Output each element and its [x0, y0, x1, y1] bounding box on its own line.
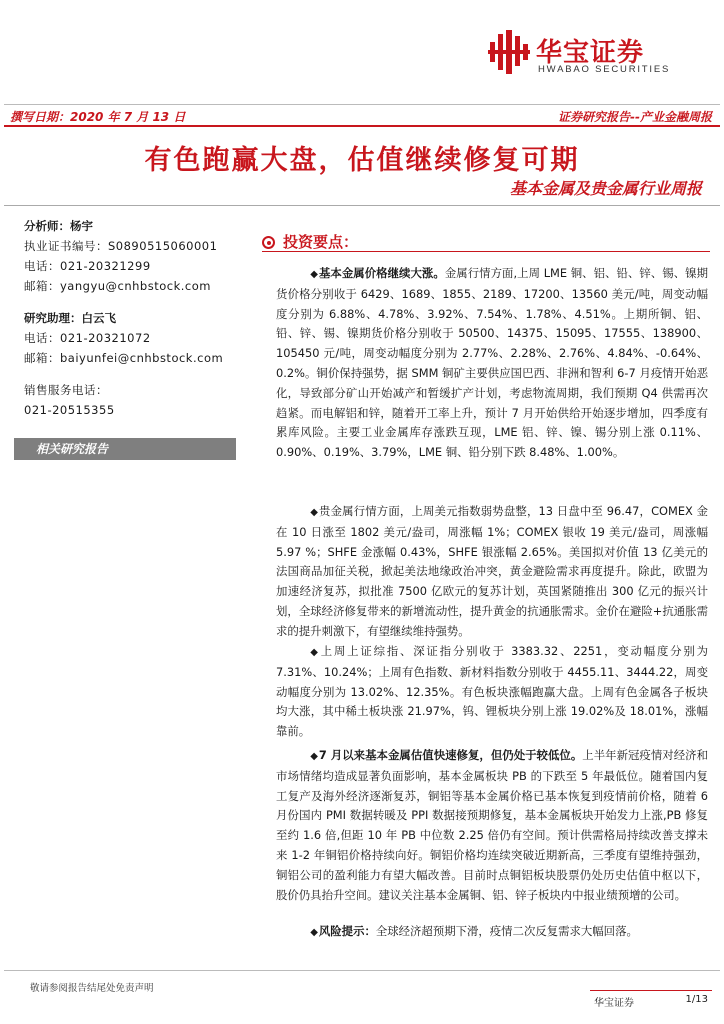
- paragraph-text: 全球经济超预期下滑，疫情二次反复需求大幅回落。: [375, 924, 638, 938]
- page-number: 1/13: [685, 994, 708, 1005]
- footer-red-divider: [590, 990, 712, 991]
- report-date: 撰写日期：2020 年 7 月 13 日: [10, 110, 186, 124]
- paragraph-risk: [276, 922, 708, 943]
- related-reports-header: 相关研究报告: [14, 438, 236, 460]
- diamond-bullet-icon: ◆: [310, 647, 318, 658]
- paragraph-base-metals: [276, 264, 708, 463]
- assistant-phone: 电话：021-20321072: [24, 331, 151, 345]
- assistant-name: 研究助理：白云飞: [24, 311, 116, 325]
- diamond-bullet-icon: ◆: [310, 751, 318, 762]
- paragraph-text: 贵金属行情方面，上周美元指数弱势盘整，13 日盘中至 96.47，COMEX 金在 10 日涨至 1802 美元/盎司，周涨幅 1%；COMEX 银收 19 美元/盎司，周涨幅 5.97 %；SHFE 金涨幅 0.43%，SHFE 银涨幅 2.65%。美国拟对价值 13 亿美元的法国商品加征关税，掀起美法地缘政治冲突，黄金避险需求再度提升。除此，欧盟为加速经济复苏，拟批准 7500 亿欧元的复苏计划，英国紧随推出 300 亿元的振兴计划，全球经济修复带来的新增流动性，提升黄金的抗通胀需求。金价在避险+抗通胀需求的提升刺激下，有望继续维持强势。: [276, 504, 708, 638]
- paragraph-precious-metals: [276, 502, 708, 642]
- paragraph-text: 上周上证综指、深证指分别收于 3383.32、2251，变动幅度分别为 7.31%、10.24%；上周有色指数、新材料指数分别收于 4455.11、3444.22，周变动幅度分别为 13.02%、12.35%。有色板块涨幅跑赢大盘。上周有色金属各子板块均大涨，其中稀土板块涨 21.97%，钨、锂板块分别上涨 19.02%及 18.01%，涨幅靠前。: [276, 644, 708, 739]
- paragraph-valuation: [276, 746, 708, 905]
- paragraph-lead: 基本金属价格继续大涨。: [318, 266, 445, 280]
- target-icon: [262, 236, 275, 249]
- report-subtitle: 基本金属及贵金属行业周报: [509, 179, 702, 198]
- sales-phone: 021-20515355: [24, 403, 115, 417]
- paragraph-text: 金属行情方面,上周 LME 铜、铝、铅、锌、锡、镍期货价格分别收于 6429、1689、1855、2189、17200、13560 美元/吨，周变动幅度分别为 6.88%、4.78%、3.92%、7.54%、1.78%、4.51%。上期所铜、铝、铅、锌、锡、镍期货价格分别收于 50500、14375、15095、17555、138900、105450 元/吨，周变动幅度分别为 2.77%、2.28%、2.76%、4.84%、-0.64%、0.2%。铜价保持强势，据 SMM 铜矿主要供应国巴西、非洲和智利 6-7 月疫情开始恶化，导致部分矿山开始减产和暂缓扩产计划，考虑物流周期，我们预期 Q4 供需再次趋紧。而电解铝和锌，随着开工率上升，预计 7 月开始供给开始逐步增加，四季度有累库风险。主要工业金属库存涨跌互现，LME 铝、锌、镍、锡分别上涨 0.11%、0.90%、0.19%、3.79%，LME 铜、铅分别下跌 8.48%、1.00%。: [276, 266, 708, 460]
- paragraph-text: 上半年新冠疫情对经济和市场情绪均造成显著负面影响，基本金属板块 PB 的下跌至 5 年最低位。随着国内复工复产及海外经济逐渐复苏，铜铝等基本金属价格已基本恢复到疫情前价格，随着 6 月份国内 PMI 数据转暖及 PPI 数据接预期修复，基本金属板块开始发力上涨,PB 修复至约 1.6 倍,但距 10 年 PB 中位数 2.25 倍仍有空间。预计供需格局持续改善支撑未来 1-2 年铜铝价格持续向好。铜铝价格均连续突破近期新高，三季度有望维持强劲，铜铝公司的盈利能力有望大幅改善。目前时点铜铝板块股票仍处历史估值中枢以下，股价仍具抬升空间。建议关注基本金属铜、铝、锌子板块内中报业绩预增的公司。: [276, 748, 708, 902]
- analyst-cert: 执业证书编号：S0890515060001: [24, 239, 218, 253]
- analyst-name: 分析师：杨宇: [24, 219, 93, 233]
- footer-disclaimer: 敬请参阅报告结尾处免责声明: [30, 983, 154, 994]
- diamond-bullet-icon: ◆: [310, 927, 318, 938]
- footer-company: 华宝证券: [594, 998, 634, 1009]
- company-logo: [488, 30, 706, 80]
- top-divider: [4, 104, 720, 105]
- assistant-email[interactable]: 邮箱：baiyunfei@cnhbstock.com: [24, 351, 224, 365]
- paragraph-lead: 风险提示：: [318, 924, 376, 938]
- paragraph-market-index: [276, 642, 708, 742]
- key-points-heading: [262, 231, 358, 252]
- logo-english-name: HWABAO SECURITIES: [538, 64, 671, 75]
- title-divider: [4, 205, 720, 206]
- key-points-divider: [262, 251, 710, 252]
- footer-divider: [4, 970, 720, 971]
- logo-chinese-name: 华宝证券: [536, 38, 645, 68]
- report-title: 有色跑赢大盘，估值继续修复可期: [144, 145, 580, 176]
- header-red-divider: [4, 125, 720, 127]
- diamond-bullet-icon: ◆: [310, 507, 318, 518]
- sales-label: 销售服务电话：: [24, 383, 108, 397]
- hwabao-logo-icon: [488, 30, 530, 74]
- report-type: 证券研究报告--产业金融周报: [558, 110, 712, 124]
- key-points-label: 投资要点：: [283, 233, 359, 251]
- analyst-phone: 电话：021-20321299: [24, 259, 151, 273]
- analyst-email[interactable]: 邮箱：yangyu@cnhbstock.com: [24, 279, 211, 293]
- diamond-bullet-icon: ◆: [310, 269, 318, 280]
- analyst-sidebar: [24, 216, 242, 420]
- paragraph-lead: 7 月以来基本金属估值快速修复，但仍处于较低位。: [318, 748, 583, 762]
